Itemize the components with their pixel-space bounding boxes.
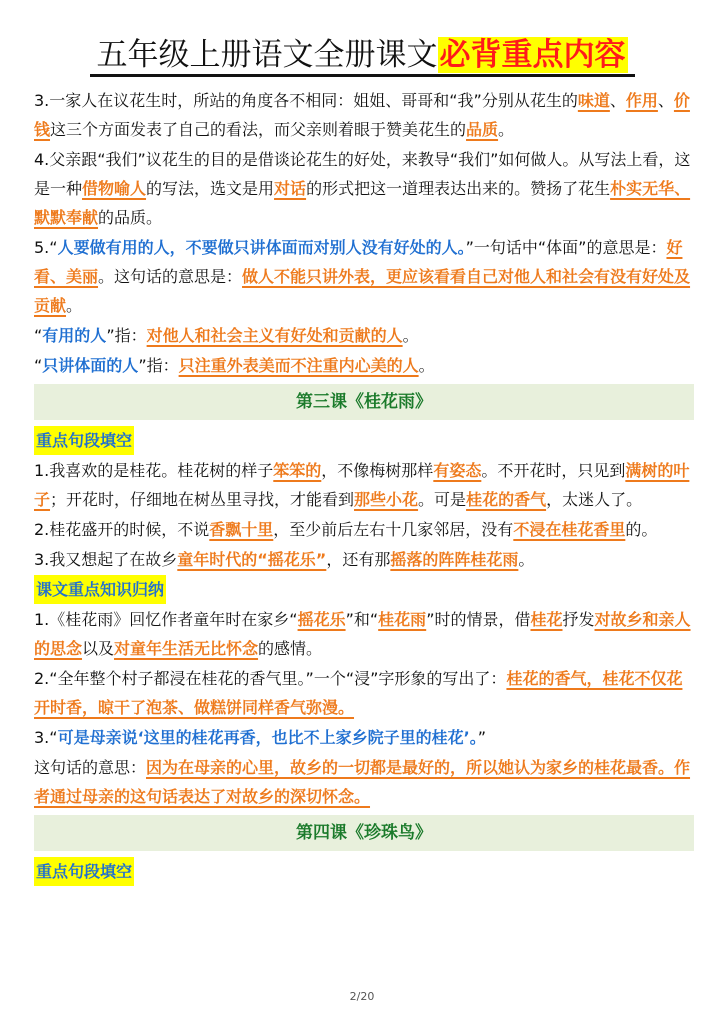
quote: 可是母亲说‘这里的桂花再香，也比不上家乡院子里的桂花’。 (57, 728, 478, 747)
answer: 桂花雨 (378, 610, 427, 629)
answer: 因为在母亲的心里，故乡的一切都是最好的，所以她认为家乡的桂花最香。作者通过母亲的这句话表达了对故乡的深切怀念。 (34, 758, 691, 806)
text: “ (34, 326, 43, 345)
quote: 人要做有用的人，不要做只讲体面而对别人没有好处的人。 (57, 238, 466, 257)
text: 、 (609, 91, 626, 110)
text: 以及 (82, 639, 115, 658)
text: 这句话的意思： (34, 758, 147, 777)
title-underline (90, 74, 635, 77)
text: ，还有那 (326, 550, 391, 569)
answer: 桂花的香气 (466, 490, 547, 509)
text: ；开花时，仔细地在树丛里寻找，才能看到 (50, 490, 355, 509)
paragraph-6 (34, 321, 694, 350)
text: 的形式把这一道理表达出来的。赞扬了花生 (306, 179, 611, 198)
text: “ (34, 356, 43, 375)
text: 抒发 (562, 610, 595, 629)
text: 。 (418, 356, 435, 375)
text: 。不开花时，只见到 (481, 461, 626, 480)
answer: 摇落的阵阵桂花雨 (390, 550, 519, 569)
text: ”指： (106, 326, 147, 345)
knowledge-1 (34, 605, 694, 663)
answer: 笨笨的 (273, 461, 322, 480)
answer: 对童年生活无比怀念 (114, 639, 259, 658)
text: 。可是 (418, 490, 467, 509)
paragraph-4 (34, 145, 694, 232)
text: ，至少前后左右十几家邻居，没有 (273, 520, 514, 539)
answer: 桂花的香气，桂花不仅花开时香，晾干了泡茶、做糕饼同样香气弥漫。 (34, 669, 683, 717)
text: 。这句话的意思是： (98, 267, 243, 286)
text: 4.父亲跟“我们”议花生的目的是借谈论花生的好处，来教导“我们”如何做人。从写法上看，这是一种 (34, 150, 691, 198)
answer: 那些小花 (354, 490, 419, 509)
answer: 香飘十里 (209, 520, 274, 539)
text: 、 (657, 91, 674, 110)
answer: 味道 (577, 91, 610, 110)
answer: 只注重外表美而不注重内心美的人 (178, 356, 419, 375)
answer: 童年时代的“摇花乐” (177, 550, 327, 569)
document-body (34, 86, 694, 887)
subheading: 课文重点知识归纳 (34, 575, 166, 604)
lesson-4-heading: 第四课《珍珠鸟》 (34, 815, 694, 851)
section-label (34, 426, 694, 455)
answer: 满树的叶子 (34, 461, 690, 509)
text: 1.《桂花雨》回忆作者童年时在家乡“ (34, 610, 298, 629)
text: 的品质。 (98, 208, 163, 227)
title-main: 五年级上册语文全册课文 (96, 37, 438, 73)
text: 。 (402, 326, 419, 345)
lesson-3-heading: 第三课《桂花雨》 (34, 384, 694, 420)
text: ” (477, 728, 487, 747)
title-highlight: 必背重点内容 (439, 37, 626, 73)
answer: 品质 (466, 120, 499, 139)
answer: 好看、美丽 (34, 238, 683, 286)
text: 3.我又想起了在故乡 (34, 550, 178, 569)
answer: 对故乡和亲人的思念 (34, 610, 691, 658)
paragraph-3 (34, 86, 694, 144)
answer: 朴实无华、默默奉献 (34, 179, 691, 227)
text: 3.“ (34, 728, 58, 747)
text: ”时的情景，借 (426, 610, 531, 629)
text: 。 (66, 296, 83, 315)
subheading: 重点句段填空 (34, 426, 134, 455)
answer: 做人不能只讲外表，更应该看看自己对他人和社会有没有好处及贡献 (34, 267, 691, 315)
text: 3.一家人在议花生时，所站的角度各不相同：姐姐、哥哥和“我”分别从花生的 (34, 91, 578, 110)
quote: 有用的人 (42, 326, 107, 345)
text: ，太迷人了。 (546, 490, 643, 509)
text: 2.桂花盛开的时候，不说 (34, 520, 210, 539)
answer: 摇花乐 (297, 610, 346, 629)
text: 。 (518, 550, 535, 569)
answer: 有姿态 (433, 461, 482, 480)
answer: 不浸在桂花香里 (513, 520, 626, 539)
answer: 借物喻人 (82, 179, 147, 198)
text: 这三个方面发表了自己的看法，而父亲则着眼于赞美花生的 (50, 120, 467, 139)
paragraph-5 (34, 233, 694, 320)
answer: 对他人和社会主义有好处和贡献的人 (146, 326, 403, 345)
text: 5.“ (34, 238, 58, 257)
text: ”和“ (345, 610, 379, 629)
text: 1.我喜欢的是桂花。桂花树的样子 (34, 461, 274, 480)
answer: 价钱 (34, 91, 690, 139)
subheading: 重点句段填空 (34, 857, 134, 886)
text: 的写法，选文是用 (146, 179, 275, 198)
text: 2.“全年整个村子都浸在桂花的香气里。”一个“浸”字形象的写出了： (34, 669, 507, 688)
fill-blank-3 (34, 545, 694, 574)
text: ”指： (138, 356, 179, 375)
text: 的。 (625, 520, 658, 539)
knowledge-2 (34, 664, 694, 722)
text: 。 (498, 120, 515, 139)
fill-blank-1 (34, 456, 694, 514)
text: ”一句话中“体面”的意思是： (465, 238, 667, 257)
answer: 作用 (625, 91, 658, 110)
section-label (34, 575, 694, 604)
text: ，不像梅树那样 (321, 461, 434, 480)
page-number: 2/20 (349, 990, 375, 1003)
fill-blank-2 (34, 515, 694, 544)
text: 的感情。 (258, 639, 323, 658)
page-title (0, 34, 724, 76)
answer: 桂花 (530, 610, 563, 629)
knowledge-3-meaning (34, 753, 694, 811)
knowledge-3 (34, 723, 694, 752)
quote: 只讲体面的人 (42, 356, 139, 375)
answer: 对话 (274, 179, 307, 198)
section-label (34, 857, 694, 886)
paragraph-7 (34, 351, 694, 380)
